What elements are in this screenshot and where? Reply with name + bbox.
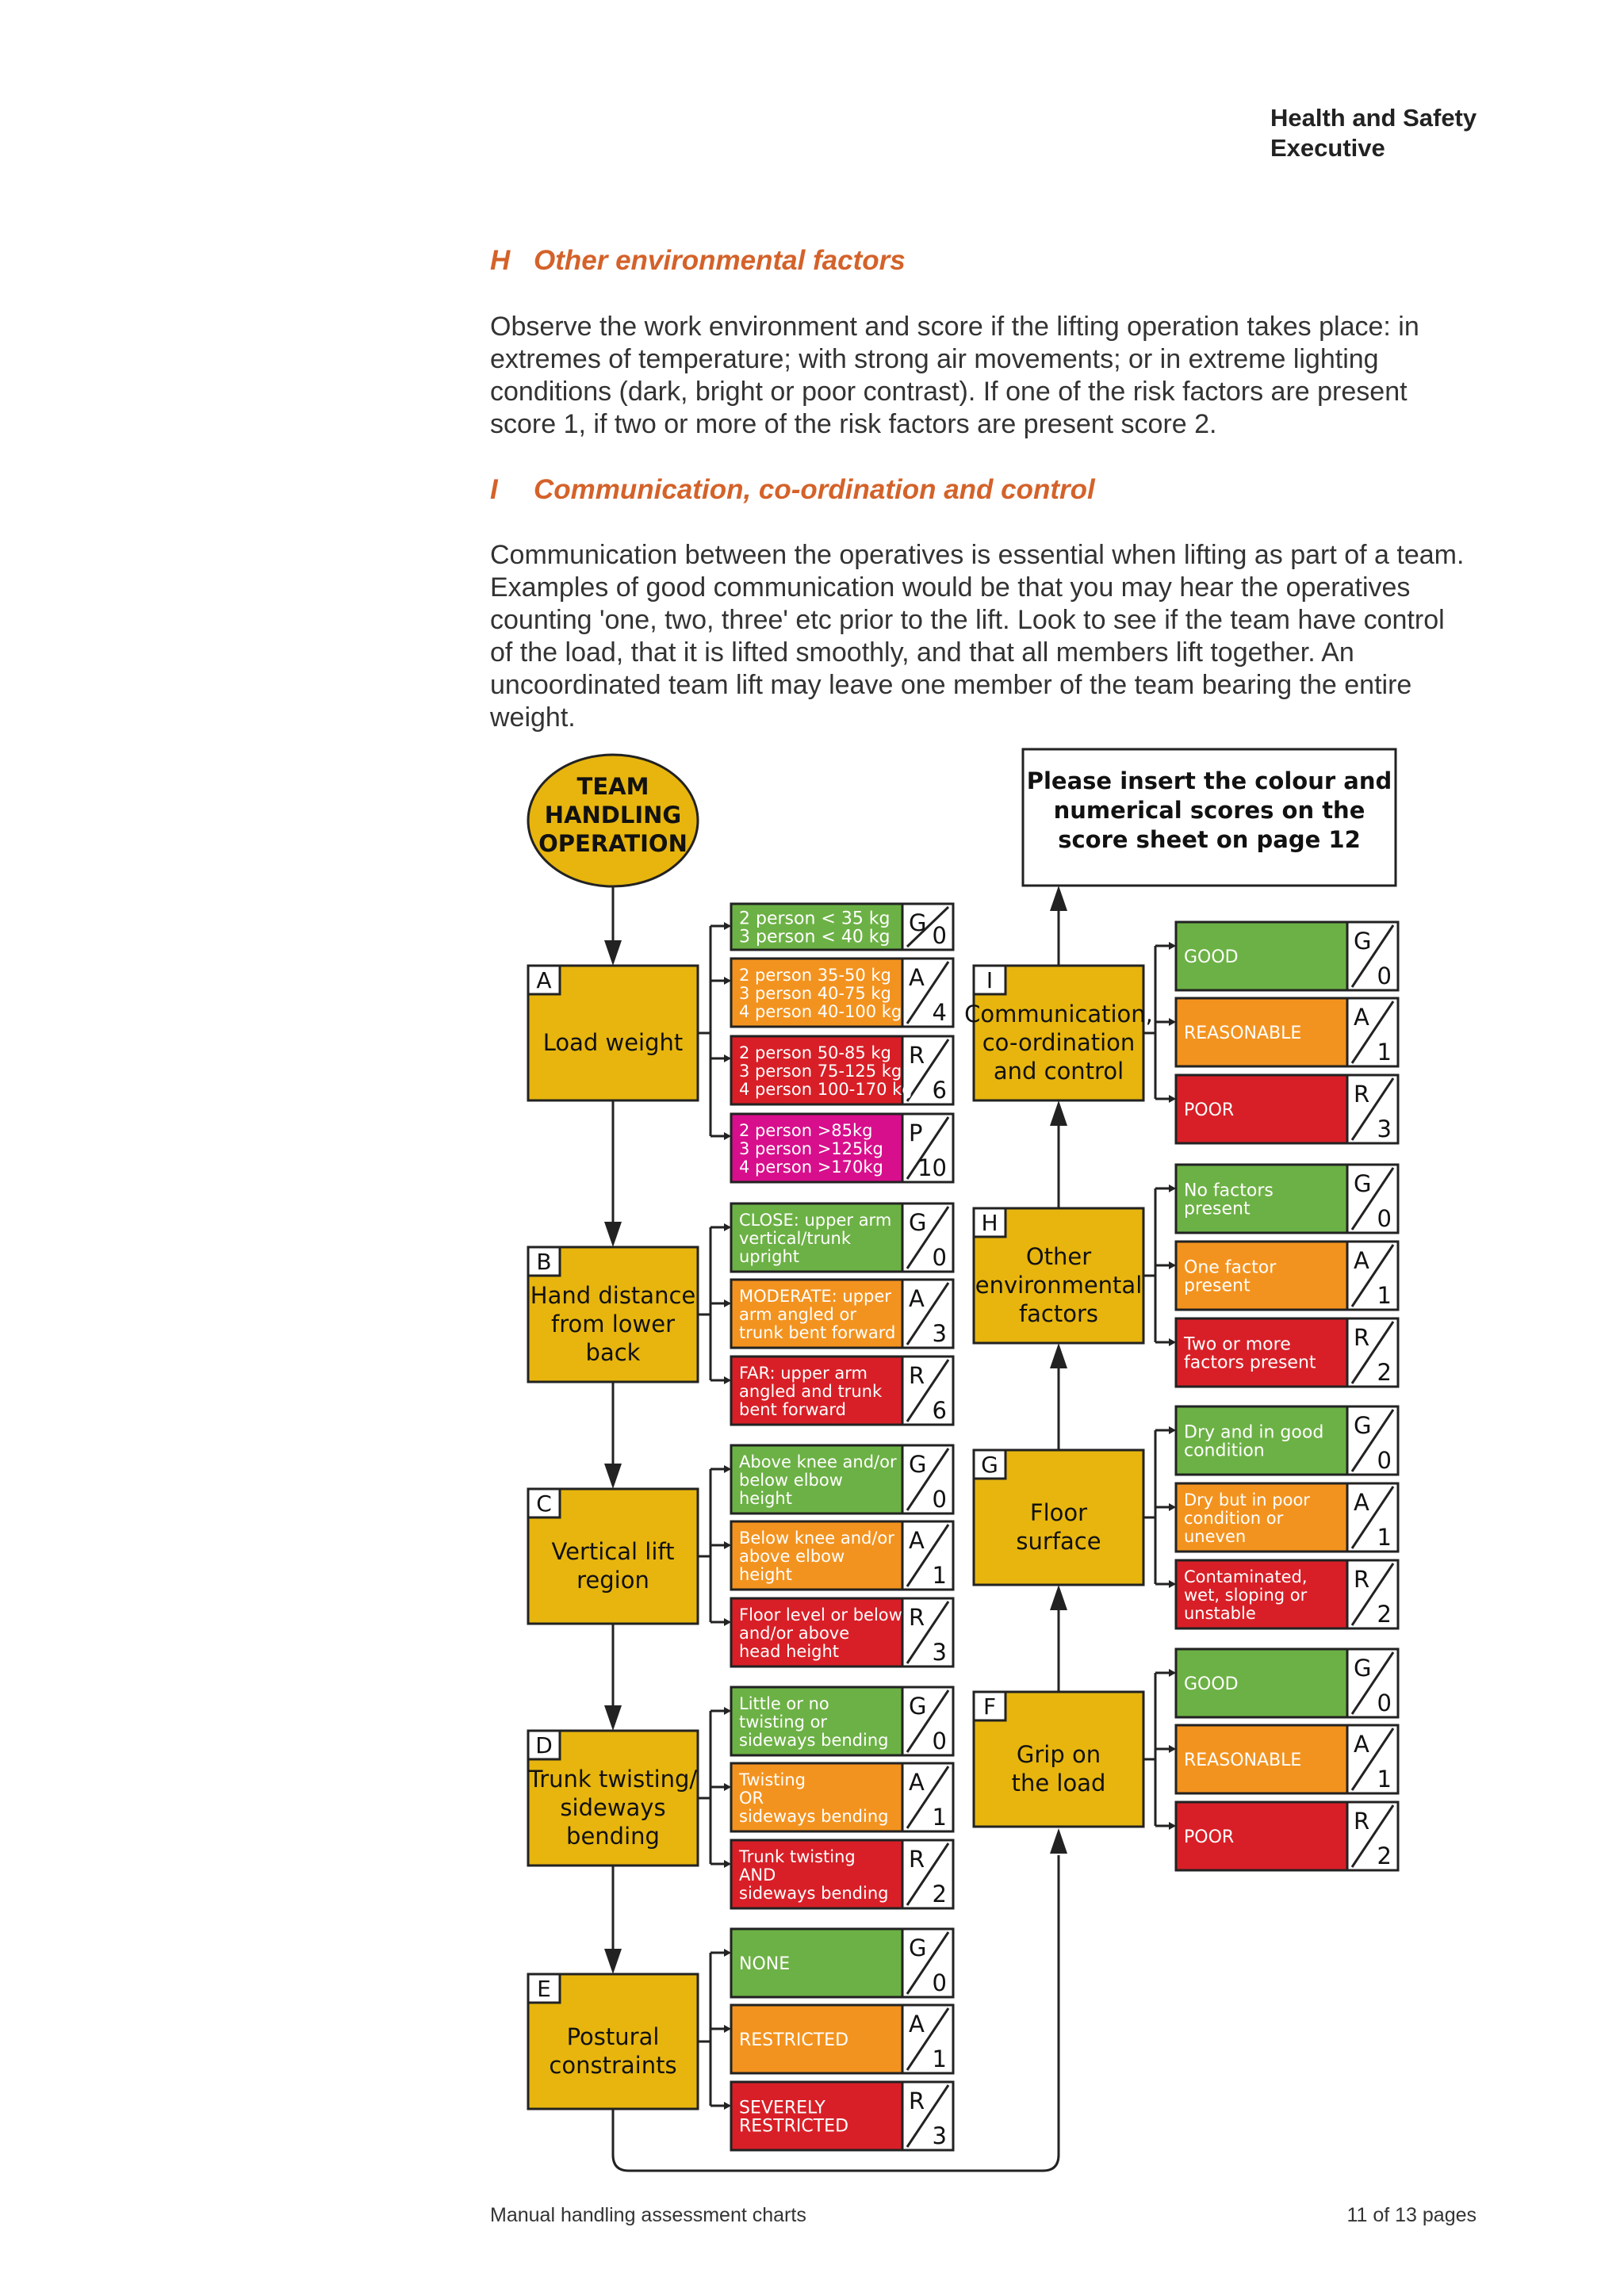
option-description: height (739, 1489, 792, 1508)
numerical-score: 0 (932, 1244, 947, 1271)
option-description: Contaminated, (1184, 1567, 1308, 1586)
numerical-score: 0 (932, 1969, 947, 1996)
option-description: 2 person 35-50 kg (739, 966, 891, 985)
factor-label-e: Postural (566, 2023, 660, 2050)
numerical-score: 0 (1377, 962, 1392, 989)
section-h-letter: H (490, 245, 511, 276)
option-description: present (1184, 1276, 1251, 1296)
option-description: twisting or (739, 1712, 828, 1732)
option-description: sideways bending (739, 1731, 889, 1750)
numerical-score: 1 (932, 1562, 947, 1589)
colour-code-letter: A (909, 1527, 925, 1554)
section-h-line: conditions (dark, bright or poor contrast). If one of the risk factors are present (490, 377, 1408, 407)
factor-letter-d: D (535, 1732, 553, 1758)
factor-letter-a: A (536, 967, 552, 993)
section-h-line: score 1, if two or more of the risk factors are present score 2. (490, 409, 1217, 439)
colour-code-letter: A (1354, 1731, 1369, 1758)
numerical-score: 3 (932, 1320, 947, 1347)
option-description: 3 person >125kg (739, 1139, 883, 1158)
colour-code-letter: R (1354, 1324, 1370, 1351)
arrow-down-icon (604, 1464, 622, 1489)
option-description: 2 person 50-85 kg (739, 1043, 891, 1062)
numerical-score: 0 (1377, 1689, 1392, 1716)
start-node-label: OPERATION (538, 830, 688, 857)
factor-label-f: Grip on (1016, 1741, 1101, 1768)
colour-code-letter: G (1354, 928, 1372, 955)
factor-label-i: and control (993, 1058, 1124, 1085)
option-description: uneven (1184, 1527, 1247, 1546)
footer-page-number: 11 of 13 pages (1346, 2204, 1477, 2226)
section-i-line: counting 'one, two, three' etc prior to the lift. Look to see if the team have control (490, 605, 1445, 635)
option-description: height (739, 1565, 792, 1584)
colour-code-letter: R (909, 2087, 925, 2114)
option-description: 3 person 40-75 kg (739, 984, 891, 1003)
option-description: MODERATE: upper (739, 1287, 891, 1306)
factor-label-d: sideways (560, 1794, 666, 1821)
option-description: vertical/trunk (739, 1229, 852, 1248)
factor-label-b: Hand distance (530, 1282, 696, 1309)
factor-label-g: Floor (1029, 1499, 1088, 1526)
option-description: condition (1184, 1441, 1265, 1461)
score-note-text: Please insert the colour and (1026, 767, 1392, 794)
arrow-down-icon (604, 1949, 622, 1974)
option-description: RESTRICTED (739, 2030, 849, 2050)
section-h-line: extremes of temperature; with strong air movements; or in extreme lighting (490, 344, 1379, 374)
factor-label-h: factors (1018, 1300, 1099, 1327)
arrow-down-icon (604, 1222, 622, 1247)
colour-code-letter: A (909, 1285, 925, 1312)
colour-code-letter: A (909, 2011, 925, 2038)
colour-code-letter: G (909, 1693, 927, 1720)
factor-label-b: back (585, 1339, 641, 1366)
colour-code-letter: A (909, 964, 925, 991)
section-i-line: of the load, that it is lifted smoothly, and that all members lift together. An (490, 637, 1354, 668)
option-description: One factor (1184, 1257, 1277, 1278)
arrow-up-icon (1050, 1585, 1067, 1610)
factor-letter-c: C (536, 1490, 552, 1517)
option-description: CLOSE: upper arm (739, 1211, 892, 1230)
colour-code-letter: G (909, 1451, 927, 1478)
colour-code-letter: R (1354, 1566, 1370, 1593)
numerical-score: 1 (1377, 1282, 1392, 1309)
option-description: GOOD (1184, 1674, 1239, 1694)
option-description: Dry and in good (1184, 1422, 1324, 1443)
arrow-up-icon (1050, 1828, 1067, 1854)
organisation-name-line-2: Executive (1270, 134, 1385, 162)
factor-label-d: Trunk twisting/ (528, 1766, 698, 1793)
option-description: sideways bending (739, 1807, 889, 1826)
score-note-text: score sheet on page 12 (1058, 826, 1361, 853)
start-node-label: TEAM (576, 773, 649, 800)
factor-letter-e: E (537, 1976, 551, 2002)
section-i-line: uncoordinated team lift may leave one member of the team bearing the entire (490, 670, 1412, 700)
option-description: REASONABLE (1184, 1024, 1302, 1043)
section-i-letter: I (490, 474, 498, 505)
colour-code-letter: G (1354, 1412, 1372, 1439)
arrow-down-icon (604, 940, 622, 966)
arrow-up-icon (1050, 1343, 1067, 1368)
option-description: Below knee and/or (739, 1529, 894, 1548)
option-description: SEVERELY (739, 2098, 825, 2118)
option-description: angled and trunk (739, 1382, 883, 1401)
colour-code-letter: A (1354, 1004, 1369, 1031)
option-description: OR (739, 1789, 764, 1808)
option-description: below elbow (739, 1471, 843, 1490)
numerical-score: 3 (932, 1639, 947, 1666)
colour-code-letter: G (909, 909, 927, 936)
colour-code-letter: R (909, 1604, 925, 1631)
colour-code-letter: A (909, 1769, 925, 1796)
section-i-line: weight. (490, 702, 576, 733)
option-description: NONE (739, 1954, 791, 1974)
arrow-down-icon (604, 1705, 622, 1731)
factor-letter-h: H (981, 1210, 998, 1236)
factor-label-i: co-ordination (982, 1029, 1136, 1056)
organisation-name-line-1: Health and Safety (1270, 104, 1477, 132)
option-description: POOR (1184, 1827, 1235, 1847)
numerical-score: 2 (1377, 1843, 1392, 1869)
start-node-label: HANDLING (544, 802, 682, 828)
factor-letter-b: B (536, 1249, 552, 1275)
numerical-score: 0 (932, 922, 947, 949)
numerical-score: 0 (1377, 1205, 1392, 1232)
option-description: RESTRICTED (739, 2116, 849, 2137)
numerical-score: 2 (1377, 1601, 1392, 1628)
factor-label-c: Vertical lift (551, 1538, 675, 1565)
section-i-line: Communication between the operatives is essential when lifting as part of a team. (490, 540, 1465, 570)
option-description: 4 person >170kg (739, 1158, 883, 1177)
option-description: present (1184, 1199, 1251, 1219)
option-description: 3 person 75-125 kg (739, 1062, 902, 1081)
colour-code-letter: A (1354, 1247, 1369, 1274)
numerical-score: 1 (1377, 1766, 1392, 1793)
colour-code-letter: A (1354, 1489, 1369, 1516)
factor-label-b: from lower (551, 1311, 675, 1337)
factor-label-i: Communication, (964, 1001, 1153, 1027)
colour-code-letter: P (909, 1119, 923, 1146)
factor-letter-f: F (982, 1693, 997, 1720)
option-description: head height (739, 1642, 840, 1661)
footer-document-title: Manual handling assessment charts (490, 2204, 806, 2226)
factor-label-g: surface (1016, 1528, 1101, 1555)
option-description: factors present (1184, 1353, 1316, 1373)
colour-code-letter: G (1354, 1170, 1372, 1197)
numerical-score: 0 (932, 1486, 947, 1513)
option-description: Floor level or below (739, 1605, 902, 1624)
option-description: Above knee and/or (739, 1452, 897, 1471)
option-description: wet, sloping or (1184, 1586, 1308, 1605)
numerical-score: 2 (932, 1881, 947, 1908)
numerical-score: 0 (1377, 1447, 1392, 1474)
factor-label-e: constraints (549, 2052, 677, 2079)
option-description: REASONABLE (1184, 1751, 1302, 1770)
numerical-score: 6 (932, 1077, 947, 1104)
factor-letter-g: G (981, 1452, 998, 1478)
option-description: Two or more (1184, 1334, 1291, 1355)
colour-code-letter: R (1354, 1808, 1370, 1835)
score-note-text: numerical scores on the (1053, 797, 1365, 824)
option-description: No factors (1184, 1181, 1274, 1201)
numerical-score: 6 (932, 1397, 947, 1424)
option-description: 4 person 40-100 kg (739, 1002, 902, 1021)
option-description: AND (739, 1866, 776, 1885)
section-i-title: Communication, co-ordination and control (534, 474, 1095, 505)
arrow-up-icon (1050, 1100, 1067, 1126)
factor-label-a: Load weight (542, 1029, 684, 1056)
option-description: above elbow (739, 1547, 845, 1566)
option-description: upright (739, 1247, 799, 1266)
option-description: 3 person < 40 kg (739, 927, 891, 947)
option-description: GOOD (1184, 947, 1239, 967)
option-description: trunk bent forward (739, 1323, 896, 1342)
colour-code-letter: G (909, 1209, 927, 1236)
option-description: condition or (1184, 1509, 1284, 1528)
numerical-score: 1 (1377, 1039, 1392, 1066)
section-h-title: Other environmental factors (534, 245, 906, 276)
option-description: FAR: upper arm (739, 1364, 868, 1383)
option-description: sideways bending (739, 1884, 889, 1903)
option-description: Little or no (739, 1694, 829, 1713)
factor-label-h: environmental (975, 1272, 1143, 1299)
numerical-score: 10 (917, 1154, 947, 1181)
option-description: bent forward (739, 1400, 846, 1419)
numerical-score: 3 (1377, 1115, 1392, 1142)
colour-code-letter: G (909, 1934, 927, 1961)
colour-code-letter: R (1354, 1081, 1370, 1108)
numerical-score: 4 (932, 999, 947, 1026)
option-description: arm angled or (739, 1305, 857, 1324)
colour-code-letter: R (909, 1846, 925, 1873)
option-description: Twisting (739, 1770, 806, 1789)
option-description: POOR (1184, 1100, 1235, 1120)
factor-label-d: bending (566, 1823, 660, 1850)
option-description: 2 person < 35 kg (739, 909, 891, 929)
option-description: and/or above (739, 1624, 850, 1643)
factor-label-h: Other (1025, 1243, 1092, 1270)
numerical-score: 1 (932, 2045, 947, 2072)
option-description: 2 person >85kg (739, 1121, 873, 1140)
numerical-score: 2 (1377, 1359, 1392, 1386)
factor-label-f: the load (1011, 1770, 1106, 1797)
colour-code-letter: R (909, 1042, 925, 1069)
numerical-score: 1 (932, 1804, 947, 1831)
section-i-line: Examples of good communication would be that you may hear the operatives (490, 572, 1411, 603)
colour-code-letter: G (1354, 1655, 1372, 1682)
option-description: 4 person 100-170 kg (739, 1080, 913, 1099)
option-description: unstable (1184, 1604, 1256, 1623)
numerical-score: 0 (932, 1728, 947, 1755)
numerical-score: 3 (932, 2122, 947, 2149)
section-h-line: Observe the work environment and score if the lifting operation takes place: in (490, 312, 1419, 342)
factor-label-c: region (576, 1567, 649, 1594)
numerical-score: 1 (1377, 1524, 1392, 1551)
colour-code-letter: R (909, 1362, 925, 1389)
option-description: Trunk twisting (739, 1847, 856, 1866)
factor-letter-i: I (986, 967, 994, 993)
arrow-up-icon (1050, 886, 1067, 911)
option-description: Dry but in poor (1184, 1490, 1310, 1510)
